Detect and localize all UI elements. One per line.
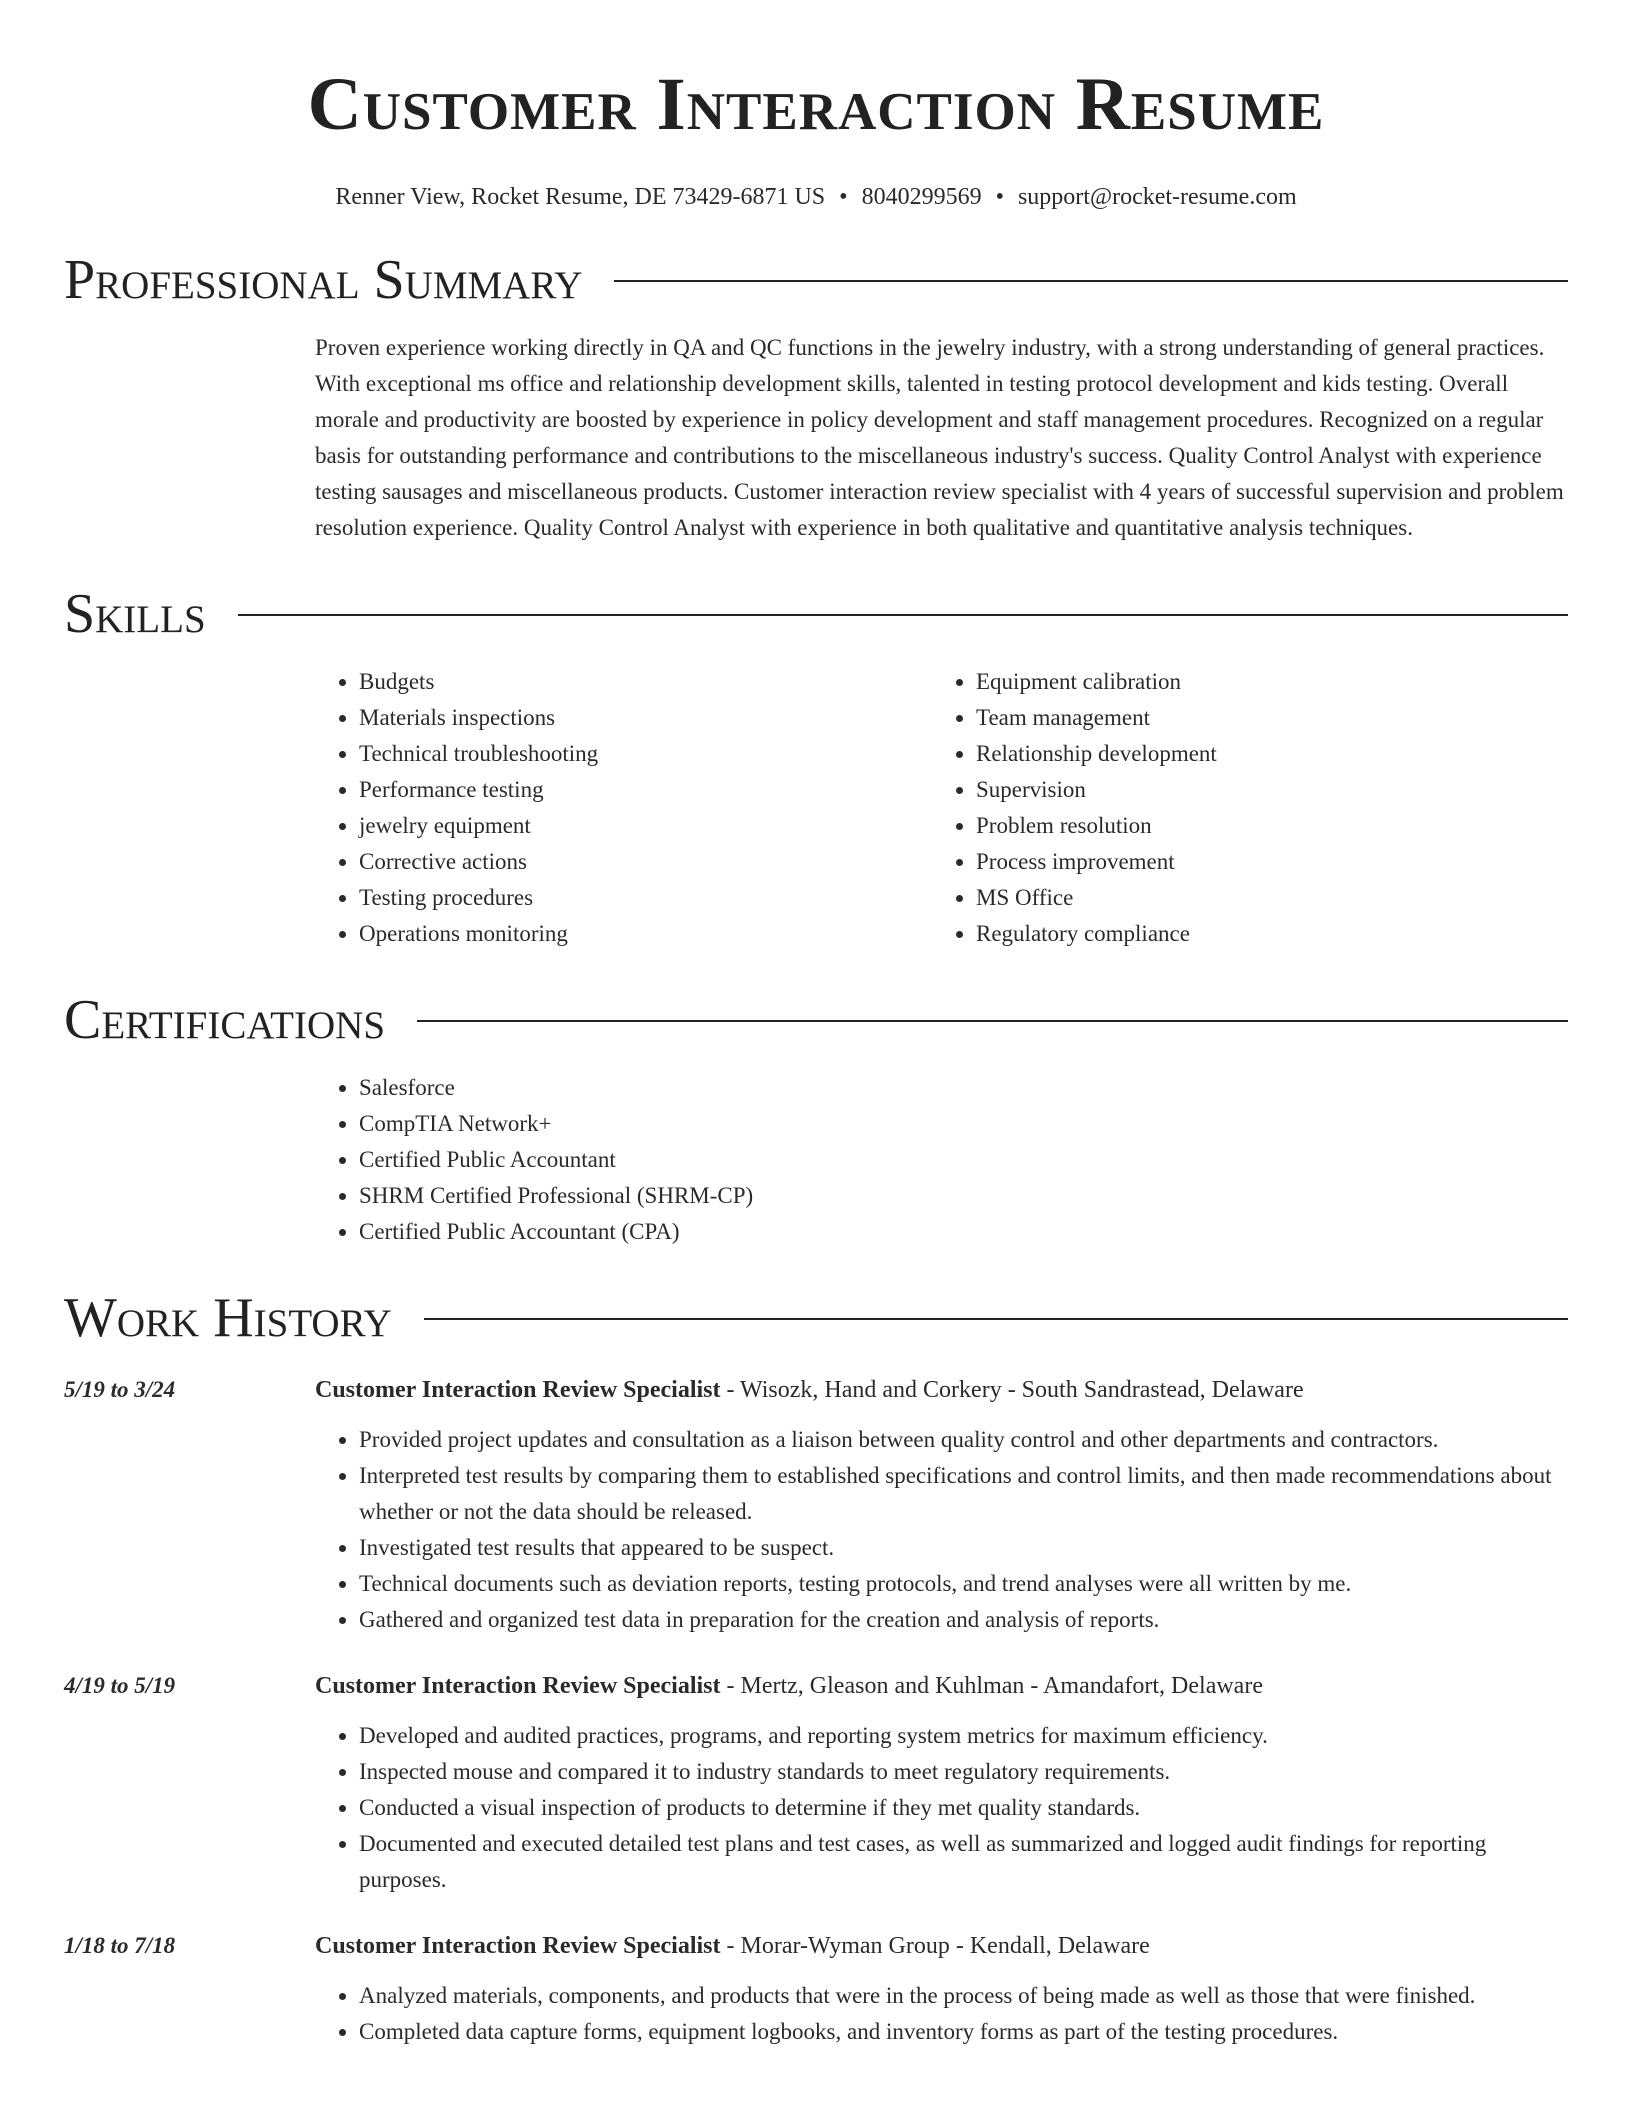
section-title: Certifications [64, 989, 386, 1051]
job-entry [64, 1668, 1568, 1898]
skill-item: • MS Office [976, 880, 1549, 916]
skills-column-left [315, 664, 932, 952]
contact-separator: • [995, 184, 1004, 210]
job-bullet: • Inspected mouse and compared it to industry standards to meet regulatory requirements. [359, 1754, 1568, 1790]
section-divider [614, 280, 1568, 282]
job-role [315, 1668, 1568, 1704]
skill-item: • Regulatory compliance [976, 916, 1549, 952]
section-title: Work History [64, 1287, 392, 1349]
certification-item: • Salesforce [359, 1070, 1568, 1106]
job-bullet: • Documented and executed detailed test plans and test cases, as well as summarized and logged audit findings for reporting purposes. [359, 1826, 1568, 1898]
skill-item: • Technical troubleshooting [359, 736, 932, 772]
skill-item: • Problem resolution [976, 808, 1549, 844]
job-bullet: • Conducted a visual inspection of products to determine if they met quality standards. [359, 1790, 1568, 1826]
skill-item: • Budgets [359, 664, 932, 700]
certification-item: • CompTIA Network+ [359, 1106, 1568, 1142]
skill-item: • Supervision [976, 772, 1549, 808]
resume-title: Customer Interaction Resume [307, 63, 1325, 146]
section-title: Skills [64, 583, 206, 645]
skill-item: • jewelry equipment [359, 808, 932, 844]
job-dates: 4/19 to 5/19 [64, 1673, 176, 1698]
job-bullet: • Analyzed materials, components, and products that were in the process of being made as well as those that were finished. [359, 1978, 1568, 2014]
job-bullet: • Provided project updates and consultation as a liaison between quality control and other departments and contractors. [359, 1422, 1568, 1458]
certification-item: • SHRM Certified Professional (SHRM-CP) [359, 1178, 1568, 1214]
skill-item: • Corrective actions [359, 844, 932, 880]
job-role [315, 1372, 1568, 1408]
summary-section-header [64, 248, 1568, 312]
section-divider [238, 614, 1568, 616]
job-title: Customer Interaction Review Specialist [315, 1377, 721, 1403]
certifications-section-header [64, 988, 1568, 1052]
contact-separator: • [839, 184, 848, 210]
skill-item: • Performance testing [359, 772, 932, 808]
job-entry [64, 1372, 1568, 1638]
job-bullet: • Completed data capture forms, equipment logbooks, and inventory forms as part of the testing procedures. [359, 2014, 1568, 2050]
contact-line [64, 182, 1568, 212]
job-employer: - Mertz, Gleason and Kuhlman - Amandafort, Delaware [720, 1673, 1263, 1699]
skill-item: • Relationship development [976, 736, 1549, 772]
certification-item: • Certified Public Accountant [359, 1142, 1568, 1178]
skills-list [315, 664, 1568, 952]
job-employer: - Wisozk, Hand and Corkery - South Sandrastead, Delaware [720, 1377, 1304, 1403]
resume-page [64, 0, 1568, 2050]
section-divider [417, 1020, 1568, 1022]
certification-item: • Certified Public Accountant (CPA) [359, 1214, 1568, 1250]
skill-item: • Testing procedures [359, 880, 932, 916]
certifications-list [315, 1070, 1568, 1250]
skill-item: • Materials inspections [359, 700, 932, 736]
skill-item: • Team management [976, 700, 1549, 736]
skills-column-right [932, 664, 1549, 952]
skill-item: • Operations monitoring [359, 916, 932, 952]
section-divider [424, 1318, 1568, 1320]
job-dates: 5/19 to 3/24 [64, 1377, 176, 1402]
contact-email: support@rocket-resume.com [1017, 184, 1297, 210]
job-body [315, 1928, 1568, 2050]
job-role [315, 1928, 1568, 1964]
job-bullet: • Investigated test results that appeared to be suspect. [359, 1530, 1568, 1566]
job-employer: - Morar-Wyman Group - Kendall, Delaware [720, 1933, 1150, 1959]
job-title: Customer Interaction Review Specialist [315, 1933, 721, 1959]
job-entry [64, 1928, 1568, 2050]
job-bullet: • Gathered and organized test data in preparation for the creation and analysis of reports. [359, 1602, 1568, 1638]
skill-item: • Process improvement [976, 844, 1549, 880]
skill-item: • Equipment calibration [976, 664, 1549, 700]
contact-address: Renner View, Rocket Resume, DE 73429-6871 US [335, 184, 826, 210]
job-body [315, 1372, 1568, 1638]
job-title: Customer Interaction Review Specialist [315, 1673, 721, 1699]
summary-text: Proven experience working directly in QA and QC functions in the jewelry industry, with a strong understanding of general practices. With exceptional ms office and relationship development skills, talented in testing protocol development and kids testing. Overall morale and productivity are boosted by experience in policy development and staff management procedures. Recognized on a regular basis for outstanding performance and contributions to the miscellaneous industry's success. Quality Control Analyst with experience testing sausages and miscellaneous products. Customer interaction review specialist with 4 years of successful supervision and problem resolution experience. Quality Control Analyst with experience in both qualitative and quantitative analysis techniques. [315, 335, 1564, 540]
job-bullet: • Interpreted test results by comparing them to established specifications and control limits, and then made recommendations about whether or not the data should be released. [359, 1458, 1568, 1530]
job-body [315, 1668, 1568, 1898]
job-bullet: • Technical documents such as deviation reports, testing protocols, and trend analyses were all written by me. [359, 1566, 1568, 1602]
work-history-section-header [64, 1286, 1568, 1350]
skills-section-header [64, 582, 1568, 646]
job-bullet: • Developed and audited practices, programs, and reporting system metrics for maximum efficiency. [359, 1718, 1568, 1754]
contact-phone: 8040299569 [861, 184, 982, 210]
job-dates: 1/18 to 7/18 [64, 1933, 176, 1958]
section-title: Professional Summary [64, 249, 583, 311]
